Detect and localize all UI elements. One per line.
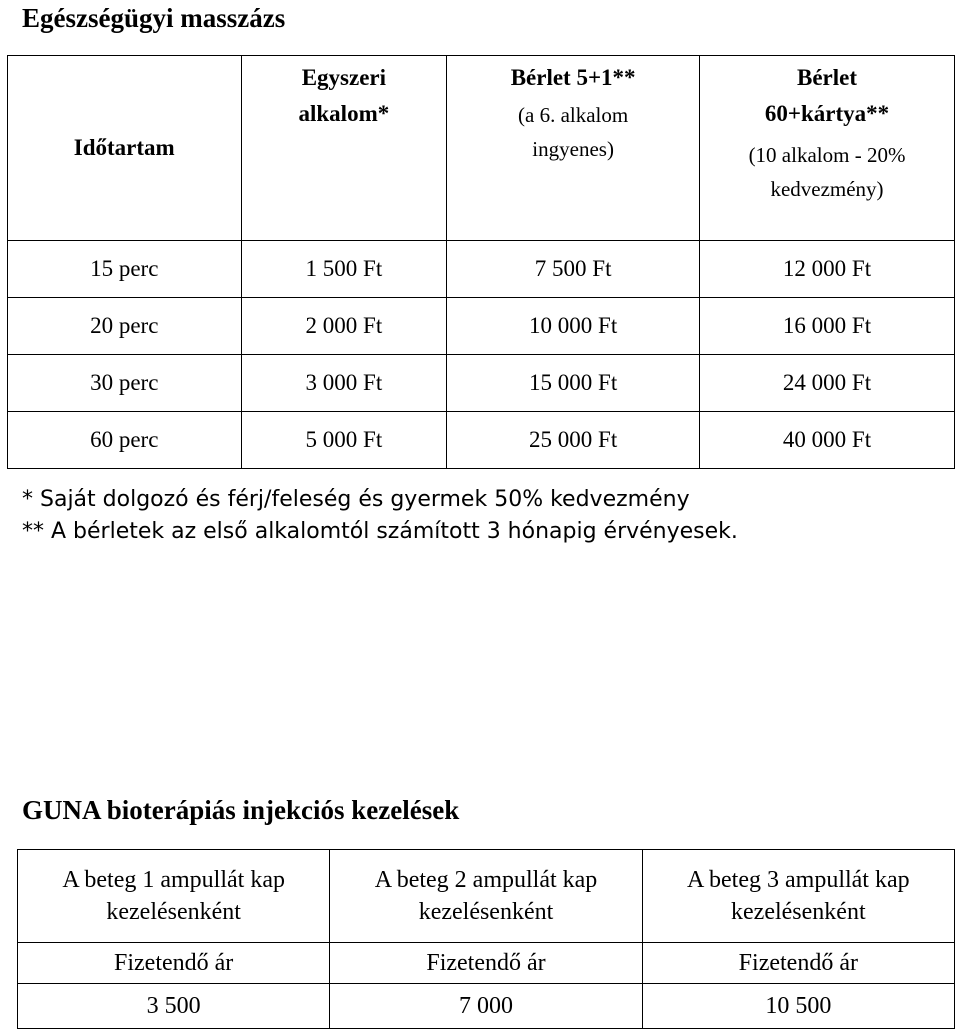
cell-pass6: 7 500 Ft	[447, 241, 700, 298]
cell-duration: 20 perc	[8, 298, 242, 355]
header-pass6-note: (a 6. alkalom ingyenes)	[518, 103, 629, 161]
table-row	[8, 412, 955, 469]
option-description: A beteg 3 ampullát kap kezelésenként	[642, 850, 954, 943]
header-duration	[8, 56, 242, 241]
option-description: A beteg 1 ampullát kap kezelésenként	[18, 850, 330, 943]
price-label: Fizetendő ár	[642, 943, 954, 984]
cell-pass6: 10 000 Ft	[447, 298, 700, 355]
cell-duration: 60 perc	[8, 412, 242, 469]
description-row	[18, 850, 955, 943]
price-label-row	[18, 943, 955, 984]
header-card-note: (10 alkalom - 20% kedvezmény)	[748, 143, 906, 201]
price-value: 3 500	[18, 984, 330, 1029]
cell-pass6: 25 000 Ft	[447, 412, 700, 469]
guna-price-table	[17, 849, 955, 1029]
cell-duration: 30 perc	[8, 355, 242, 412]
guna-title: GUNA bioterápiás injekciós kezelések	[22, 795, 460, 825]
cell-duration: 15 perc	[8, 241, 242, 298]
price-value: 10 500	[642, 984, 954, 1029]
cell-card: 24 000 Ft	[700, 355, 955, 412]
price-row	[18, 984, 955, 1029]
header-pass6-label: Bérlet 5+1**	[510, 65, 636, 90]
cell-single: 5 000 Ft	[241, 412, 447, 469]
table-header-row	[8, 56, 955, 241]
header-pass6	[447, 56, 700, 241]
table-row	[8, 355, 955, 412]
footnotes	[22, 484, 738, 548]
header-single-label: Egyszeri alkalom*	[298, 65, 390, 126]
cell-pass6: 15 000 Ft	[447, 355, 700, 412]
header-card-label: Bérlet 60+kártya**	[764, 65, 890, 126]
massage-title: Egészségügyi masszázs	[22, 3, 286, 33]
option-description: A beteg 2 ampullát kap kezelésenként	[330, 850, 642, 943]
header-card	[700, 56, 955, 241]
cell-single: 2 000 Ft	[241, 298, 447, 355]
cell-single: 1 500 Ft	[241, 241, 447, 298]
cell-card: 12 000 Ft	[700, 241, 955, 298]
price-value: 7 000	[330, 984, 642, 1029]
massage-price-table	[7, 55, 955, 469]
header-duration-label: Időtartam	[73, 135, 175, 160]
table-row	[8, 241, 955, 298]
footnote-validity: ** A bérletek az első alkalomtól számított 3 hónapig érvényesek.	[22, 519, 738, 544]
price-label: Fizetendő ár	[18, 943, 330, 984]
footnote-discount: * Saját dolgozó és férj/feleség és gyermek 50% kedvezmény	[22, 487, 690, 512]
header-single	[241, 56, 447, 241]
cell-card: 16 000 Ft	[700, 298, 955, 355]
table-row	[8, 298, 955, 355]
cell-single: 3 000 Ft	[241, 355, 447, 412]
cell-card: 40 000 Ft	[700, 412, 955, 469]
price-label: Fizetendő ár	[330, 943, 642, 984]
